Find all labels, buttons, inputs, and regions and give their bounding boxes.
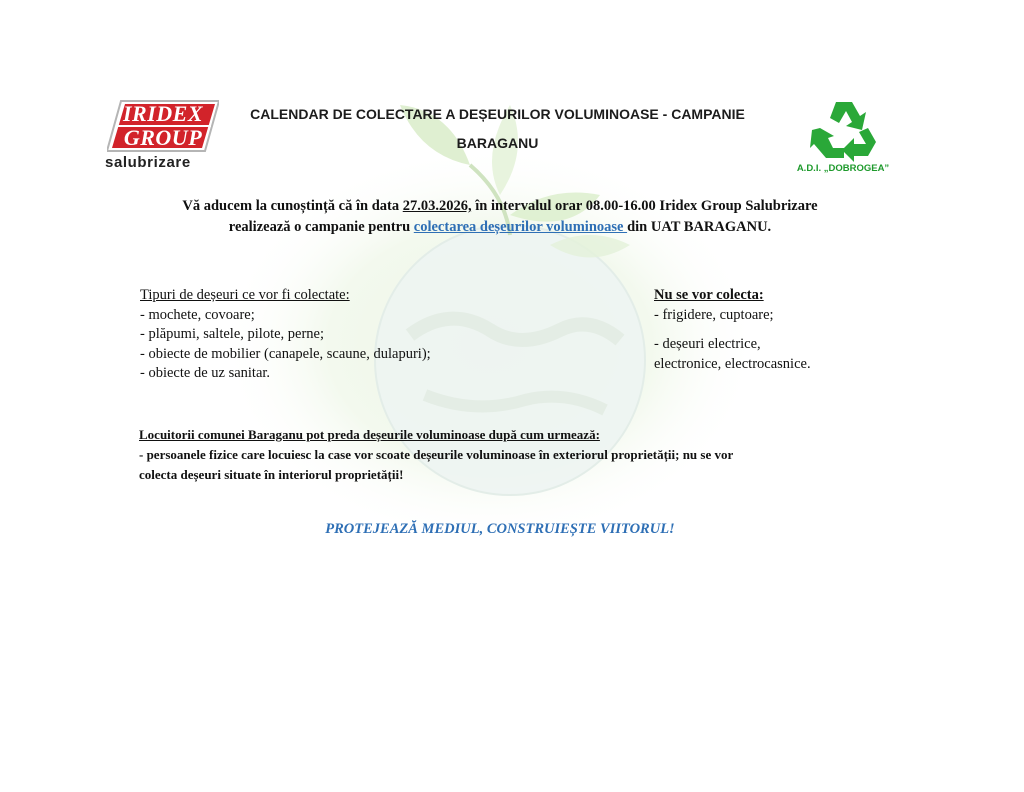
collected-heading: Tipuri de deșeuri ce vor fi colectate: xyxy=(140,287,350,303)
list-item: - plăpumi, saltele, pilote, perne; xyxy=(140,326,325,342)
list-item: - mochete, covoare; xyxy=(140,306,255,323)
not-collected-heading: Nu se vor colecta: xyxy=(654,287,764,303)
list-item: - deșeuri electrice, xyxy=(654,336,761,352)
iridex-group-logo xyxy=(103,99,223,173)
intro-text: în intervalul orar 08.00-16.00 Iridex Group Salubrizare xyxy=(471,198,818,214)
campaign-date: 27.03.2026, xyxy=(402,198,472,214)
intro-text: Vă aducem la cunoștință că în data xyxy=(182,198,403,214)
document-title xyxy=(235,100,760,158)
residents-heading: Locuitorii comunei Baraganu pot preda deșeurile voluminoase după cum urmează: xyxy=(139,427,600,442)
residents-line: colecta deșeuri situate în interiorul proprietății! xyxy=(139,467,404,482)
list-item: - obiecte de uz sanitar. xyxy=(140,365,271,381)
residents-instructions xyxy=(139,425,879,485)
adi-dobrogea-label: A.D.I. „DOBROGEA” xyxy=(796,163,890,174)
motto-slogan: PROTEJEAZĂ MEDIUL, CONSTRUIEȘTE VIITORUL! xyxy=(325,521,675,537)
intro-text: realizează o campanie pentru xyxy=(228,219,414,235)
list-item-continuation: electronice, electrocasnice. xyxy=(654,355,811,372)
intro-text: din UAT BARAGANU. xyxy=(627,219,772,235)
residents-line: - persoanele fizice care locuiesc la case vor scoate deșeurile voluminoase în exteriorul proprietății; nu se vor xyxy=(139,447,734,462)
salubrizare-logo-text: salubrizare xyxy=(105,154,191,171)
collected-waste-list xyxy=(140,286,560,384)
iridex-logo-word: IRIDEX xyxy=(122,101,204,126)
title-line-2: BARAGANU xyxy=(456,135,539,151)
recycle-icon xyxy=(808,98,880,162)
not-collected-list xyxy=(654,286,914,374)
bulky-waste-link[interactable]: colectarea deșeurilor voluminoase xyxy=(413,219,628,235)
title-line-1: CALENDAR DE COLECTARE A DEȘEURILOR VOLUMINOASE - CAMPANIE xyxy=(250,106,745,122)
group-logo-word: GROUP xyxy=(123,125,203,150)
list-item: - obiecte de mobilier (canapele, scaune, dulapuri); xyxy=(140,345,431,362)
intro-paragraph xyxy=(120,196,880,238)
list-item: - frigidere, cuptoare; xyxy=(654,306,774,323)
